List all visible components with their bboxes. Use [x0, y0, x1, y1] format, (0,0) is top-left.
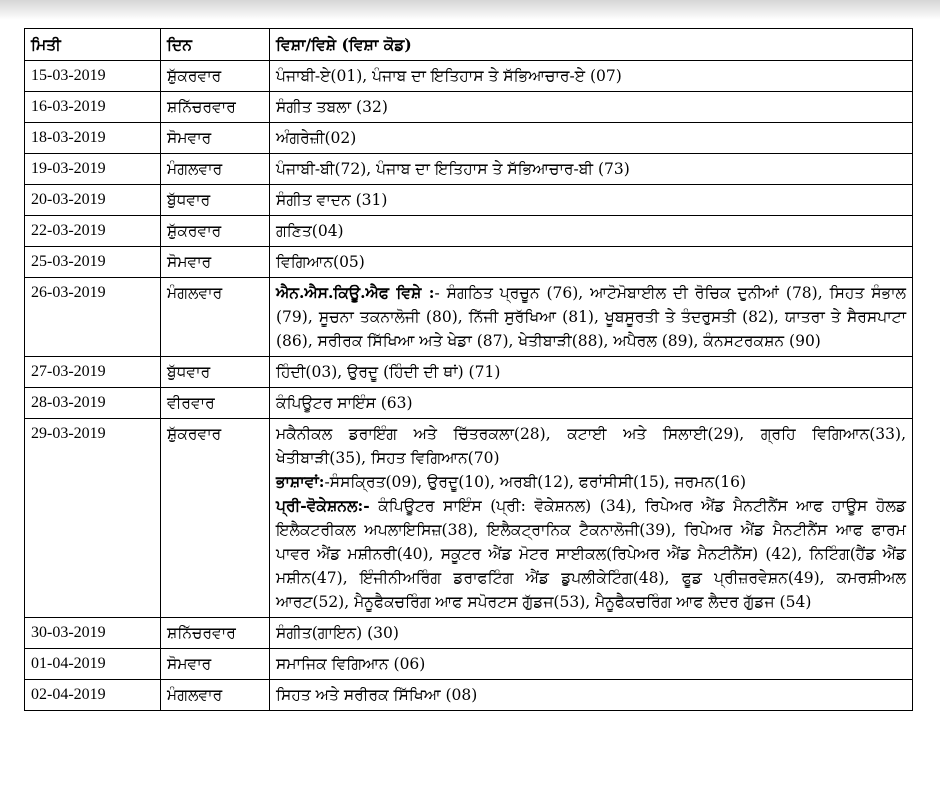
day-cell: ਮੰਗਲਵਾਰ — [161, 278, 270, 357]
table-row — [25, 680, 913, 711]
date-cell: 01-04-2019 — [25, 649, 161, 680]
table-row — [25, 618, 913, 649]
date-cell: 25-03-2019 — [25, 247, 161, 278]
day-cell: ਸ਼ੁੱਕਰਵਾਰ — [161, 216, 270, 247]
languages-line — [276, 470, 906, 494]
table-row — [25, 123, 913, 154]
header-subject: ਵਿਸ਼ਾ/ਵਿਸ਼ੇ (ਵਿਸ਼ਾ ਕੋਡ) — [270, 29, 913, 61]
date-cell: 16-03-2019 — [25, 92, 161, 123]
general-subjects: ਮਕੈਨੀਕਲ ਡਰਾਇੰਗ ਅਤੇ ਚਿੱਤਰਕਲਾ(28), ਕਟਾਈ ਅਤੇ ਸਿਲਾਈ(29), ਗ੍ਰਹਿ ਵਿਗਿਆਨ(33), ਖੇਤੀਬਾੜੀ(35), ਸਿਹਤ ਵਿਗਿਆਨ(70) — [276, 425, 906, 467]
subject-cell: ਕੰਪਿਊਟਰ ਸਾਇੰਸ (63) — [270, 388, 913, 419]
table-row — [25, 154, 913, 185]
subject-cell: ਹਿੰਦੀ(03), ਉਰਦੂ (ਹਿੰਦੀ ਦੀ ਥਾਂ) (71) — [270, 357, 913, 388]
table-row — [25, 216, 913, 247]
date-cell: 30-03-2019 — [25, 618, 161, 649]
top-shadow-bar — [0, 0, 940, 20]
day-cell: ਸੋਮਵਾਰ — [161, 123, 270, 154]
languages-label: ਭਾਸ਼ਾਵਾਂ: — [276, 472, 325, 491]
table-row — [25, 649, 913, 680]
date-cell: 20-03-2019 — [25, 185, 161, 216]
date-cell: 26-03-2019 — [25, 278, 161, 357]
table-row — [25, 388, 913, 419]
date-cell: 18-03-2019 — [25, 123, 161, 154]
table-row — [25, 278, 913, 357]
subject-cell: ਸੰਗੀਤ ਵਾਦਨ (31) — [270, 185, 913, 216]
day-cell: ਮੰਗਲਵਾਰ — [161, 154, 270, 185]
table-row — [25, 92, 913, 123]
day-cell: ਸ਼ਨਿੱਚਰਵਾਰ — [161, 92, 270, 123]
subject-cell: ਗਣਿਤ(04) — [270, 216, 913, 247]
subject-cell: ਸੰਗੀਤ(ਗਾਇਨ) (30) — [270, 618, 913, 649]
exam-schedule-table — [24, 28, 913, 711]
subject-cell: ਅੰਗਰੇਜ਼ੀ(02) — [270, 123, 913, 154]
day-cell: ਸੋਮਵਾਰ — [161, 649, 270, 680]
prevocational-label: ਪ੍ਰੀ-ਵੋਕੇਸ਼ਨਲ:- — [276, 496, 370, 515]
nsqf-label: ਐਨ.ਐਸ.ਕਿਊ.ਐਫ ਵਿਸ਼ੇ : — [276, 283, 435, 302]
table-row — [25, 357, 913, 388]
date-cell: 28-03-2019 — [25, 388, 161, 419]
subject-cell — [270, 419, 913, 618]
day-cell: ਮੰਗਲਵਾਰ — [161, 680, 270, 711]
date-cell: 29-03-2019 — [25, 419, 161, 618]
date-cell: 22-03-2019 — [25, 216, 161, 247]
date-cell: 27-03-2019 — [25, 357, 161, 388]
day-cell: ਸ਼ੁੱਕਰਵਾਰ — [161, 419, 270, 618]
day-cell: ਸੋਮਵਾਰ — [161, 247, 270, 278]
subject-cell: ਪੰਜਾਬੀ-ਬੀ(72), ਪੰਜਾਬ ਦਾ ਇਤਿਹਾਸ ਤੇ ਸੱਭਿਆਚਾਰ-ਬੀ (73) — [270, 154, 913, 185]
day-cell: ਸ਼ਨਿੱਚਰਵਾਰ — [161, 618, 270, 649]
header-row — [25, 29, 913, 61]
day-cell: ਬੁੱਧਵਾਰ — [161, 357, 270, 388]
date-cell: 19-03-2019 — [25, 154, 161, 185]
header-date: ਮਿਤੀ — [25, 29, 161, 61]
subject-cell: ਸਮਾਜਿਕ ਵਿਗਿਆਨ (06) — [270, 649, 913, 680]
day-cell: ਬੁੱਧਵਾਰ — [161, 185, 270, 216]
prevocational-list: ਕੰਪਿਊਟਰ ਸਾਇੰਸ (ਪ੍ਰੀ: ਵੋਕੇਸ਼ਨਲ) (34), ਰਿਪੇਅਰ ਐਂਡ ਮੈਨਟੀਨੈਂਸ ਆਫ ਹਾਊਸ ਹੋਲਡ ਇਲੈਕਟਰੀਕਲ ਅਪਲਾਇਸਿਜ਼(38), ਇਲੈਕਟ੍ਰਾਨਿਕ ਟੈਕਨਾਲੋਜੀ(39), ਰਿਪੇਅਰ ਐਂਡ ਮੈਨਟੀਨੈਂਸ ਆਫ ਫਾਰਮ ਪਾਵਰ ਐਂਡ ਮਸ਼ੀਨਰੀ(40), ਸਕੂਟਰ ਐਂਡ ਮੋਟਰ ਸਾਈਕਲ(ਰਿਪੇਅਰ ਐਂਡ ਮੈਨਟੀਨੈਂਸ) (42), ਨਿਟਿੰਗ(ਹੈਂਡ ਐਂਡ ਮਸ਼ੀਨ(47), ਇੰਜੀਨੀਅਰਿੰਗ ਡਰਾਫਟਿੰਗ ਐਂਡ ਡੁਪਲੀਕੇਟਿੰਗ(48), ਫੂਡ ਪ੍ਰੀਜ਼ਰਵੇਸ਼ਨ(49), ਕਮਰਸ਼ੀਅਲ ਆਰਟ(52), ਮੈਨੂਫੈਕਚਰਿੰਗ ਆਫ ਸਪੋਰਟਸ ਗੁੱਡਜ(53), ਮੈਨੂਫੈਕਚਰਿੰਗ ਆਫ ਲੈਦਰ ਗੁੱਡਜ (54) — [276, 497, 906, 611]
table-row — [25, 247, 913, 278]
header-day: ਦਿਨ — [161, 29, 270, 61]
subject-cell: ਵਿਗਿਆਨ(05) — [270, 247, 913, 278]
subject-cell: ਸੰਗੀਤ ਤਬਲਾ (32) — [270, 92, 913, 123]
date-cell: 15-03-2019 — [25, 61, 161, 92]
subject-cell: ਸਿਹਤ ਅਤੇ ਸਰੀਰਕ ਸਿੱਖਿਆ (08) — [270, 680, 913, 711]
prevocational-block — [276, 494, 906, 614]
nsqf-subjects: - ਸੰਗਠਿਤ ਪ੍ਰਚੂਨ (76), ਆਟੋਮੋਬਾਈਲ ਦੀ ਰੋਚਿਕ ਦੁਨੀਆਂ (78), ਸਿਹਤ ਸੰਭਾਲ (79), ਸੂਚਨਾ ਤਕਨਾਲੋਜੀ (80), ਨਿੱਜੀ ਸੁਰੱਖਿਆ (81), ਖੂਬਸੂਰਤੀ ਤੇ ਤੰਦਰੁਸਤੀ (82), ਯਾਤਰਾ ਤੇ ਸੈਰਸਪਾਟਾ (86), ਸਰੀਰਕ ਸਿੱਖਿਆ ਅਤੇ ਖੇਡਾ (87), ਖੇਤੀਬਾੜੀ(88), ਅਪੈਰਲ (89), ਕੰਨਸਟਰਕਸ਼ਨ (90) — [276, 284, 906, 350]
table-row — [25, 61, 913, 92]
day-cell: ਵੀਰਵਾਰ — [161, 388, 270, 419]
table-row — [25, 185, 913, 216]
table-row — [25, 419, 913, 618]
languages-list: -ਸੰਸਕ੍ਰਿਤ(09), ਉਰਦੂ(10), ਅਰਬੀ(12), ਫਰਾਂਸੀਸੀ(15), ਜਰਮਨ(16) — [324, 473, 747, 491]
subject-cell — [270, 278, 913, 357]
date-cell: 02-04-2019 — [25, 680, 161, 711]
day-cell: ਸ਼ੁੱਕਰਵਾਰ — [161, 61, 270, 92]
subject-cell: ਪੰਜਾਬੀ-ਏ(01), ਪੰਜਾਬ ਦਾ ਇਤਿਹਾਸ ਤੇ ਸੱਭਿਆਚਾਰ-ਏ (07) — [270, 61, 913, 92]
